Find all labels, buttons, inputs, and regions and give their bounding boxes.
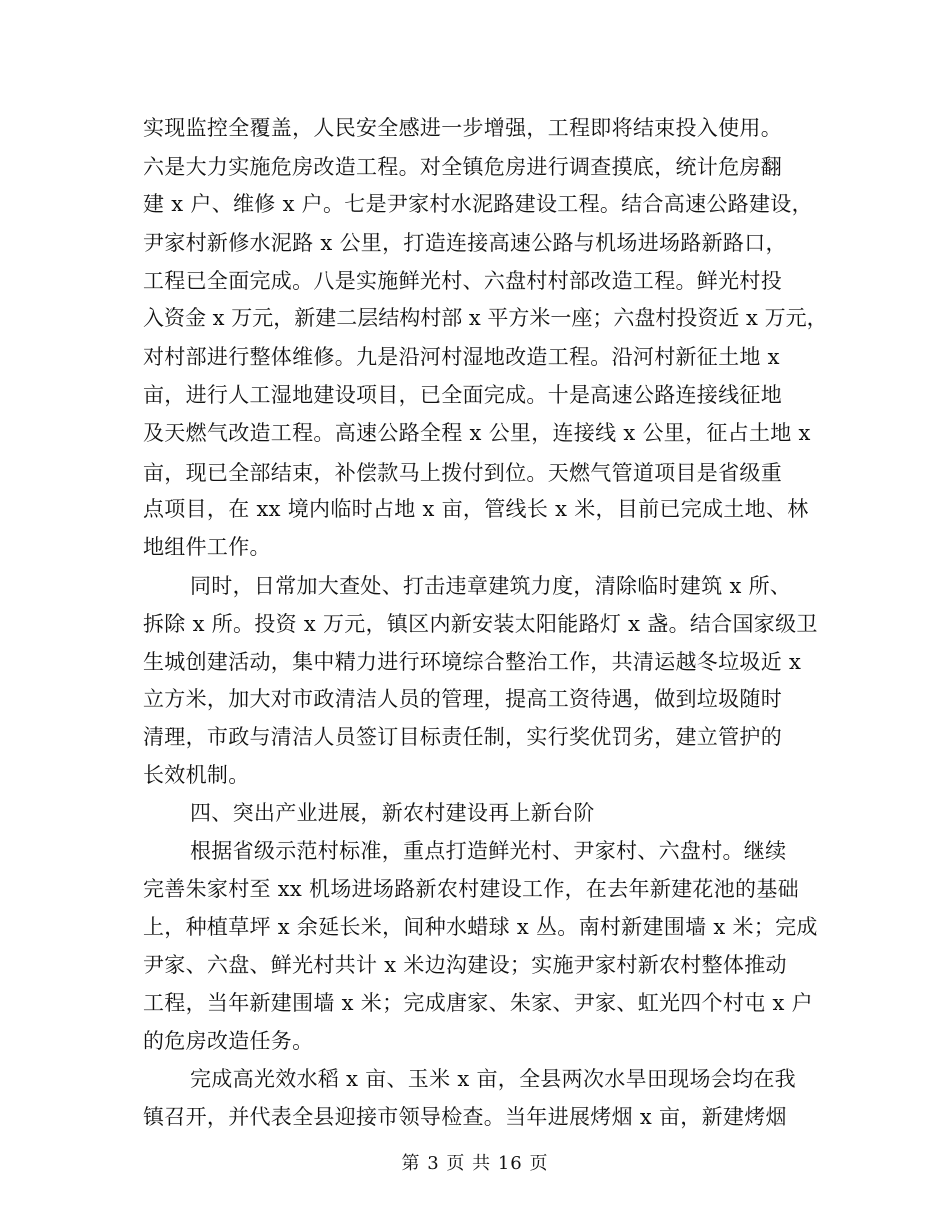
- text-line: 完成高光效水稻 x 亩、玉米 x 亩，全县两次水旱田现场会均在我: [190, 1067, 796, 1091]
- text-line: 及天燃气改造工程。高速公路全程 x 公里，连接线 x 公里，征占土地 x: [143, 421, 811, 445]
- text-line: 拆除 x 所。投资 x 万元，镇区内新安装太阳能路灯 x 盏。结合国家级卫: [143, 612, 818, 636]
- text-line: 尹家、六盘、鲜光村共计 x 米边沟建设；实施尹家村新农村整体推动: [143, 953, 787, 977]
- text-line: 入资金 x 万元，新建二层结构村部 x 平方米一座；六盘村投资近 x 万元，: [143, 306, 828, 330]
- text-line: 四、突出产业进展，新农村建设再上新台阶: [190, 801, 595, 825]
- page-footer: 第 3 页 共 16 页: [401, 1153, 549, 1174]
- text-line: 上，种植草坪 x 余延长米，间种水蜡球 x 丛。南村新建围墙 x 米；完成: [143, 915, 818, 939]
- text-line: 建 x 户、维修 x 户。七是尹家村水泥路建设工程。结合高速公路建设，: [143, 192, 813, 216]
- text-line: 立方米，加大对市政清洁人员的管理，提高工资待遇，做到垃圾随时: [143, 687, 782, 711]
- text-line: 的危房改造任务。: [143, 1029, 314, 1053]
- text-line: 六是大力实施危房改造工程。对全镇危房进行调查摸底，统计危房翻: [143, 155, 782, 179]
- text-line: 尹家村新修水泥路 x 公里，打造连接高速公路与机场进场路新路口，: [143, 231, 787, 255]
- text-line: 地组件工作。: [143, 535, 271, 559]
- text-line: 实现监控全覆盖，人民安全感进一步增强，工程即将结束投入使用。: [143, 116, 782, 140]
- text-line: 工程已全面完成。八是实施鲜光村、六盘村村部改造工程。鲜光村投: [143, 269, 782, 293]
- text-line: 镇召开，并代表全县迎接市领导检查。当年进展烤烟 x 亩，新建烤烟: [143, 1105, 787, 1129]
- text-line: 对村部进行整体维修。九是沿河村湿地改造工程。沿河村新征土地 x: [143, 345, 780, 369]
- text-line: 长效机制。: [143, 763, 250, 787]
- text-line: 工程，当年新建围墙 x 米；完成唐家、朱家、尹家、虹光四个村屯 x 户: [143, 991, 813, 1015]
- text-line: 完善朱家村至 xx 机场进场路新农村建设工作，在去年新建花池的基础: [143, 877, 799, 901]
- text-line: 同时，日常加大查处、打击违章建筑力度，清除临时建筑 x 所、: [190, 574, 792, 598]
- text-line: 根据省级示范村标准，重点打造鲜光村、尹家村、六盘村。继续: [190, 839, 787, 863]
- text-line: 亩，进行人工湿地建设项目，已全面完成。十是高速公路连接线征地: [143, 383, 782, 407]
- text-line: 点项目，在 xx 境内临时占地 x 亩，管线长 x 米，目前已完成土地、林: [143, 497, 809, 521]
- text-line: 清理，市政与清洁人员签订目标责任制，实行奖优罚劣，建立管护的: [143, 725, 782, 749]
- text-line: 亩，现已全部结束，补偿款马上拨付到位。天燃气管道项目是省级重: [143, 461, 782, 485]
- text-line: 生城创建活动，集中精力进行环境综合整治工作，共清运越冬垃圾近 x: [143, 650, 802, 674]
